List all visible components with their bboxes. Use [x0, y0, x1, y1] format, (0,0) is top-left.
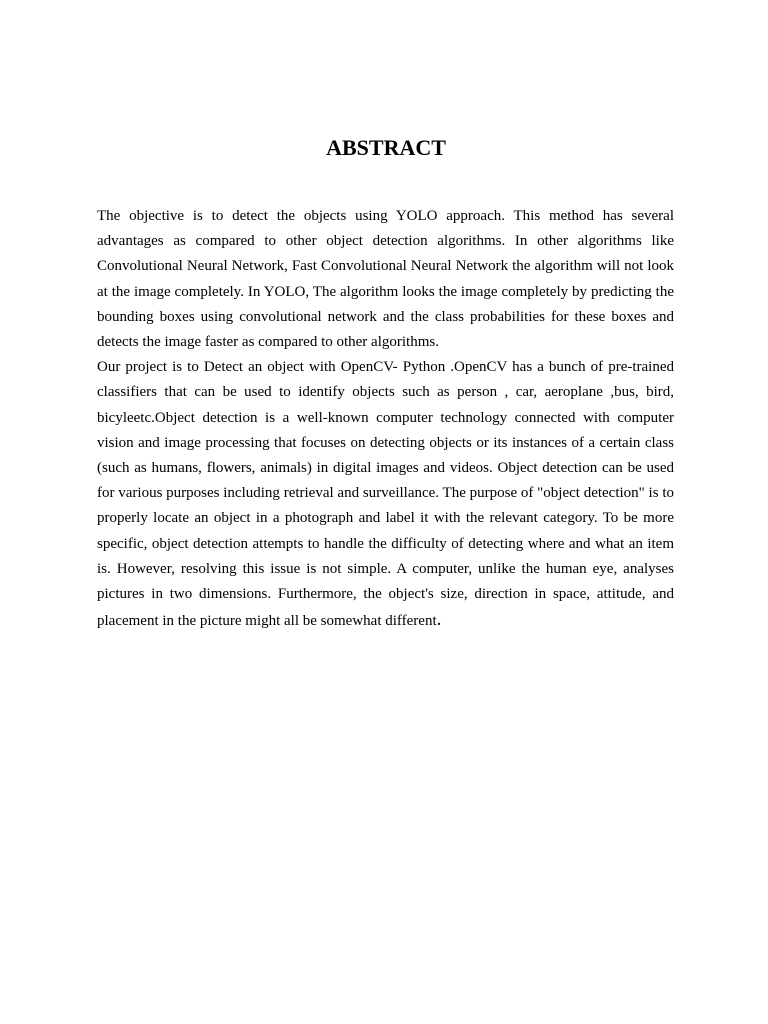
abstract-paragraph-1: The objective is to detect the objects using YOLO approach. This method has several advantages as compared to other object detection algorithms. In other algorithms like Convolutional Neural Network, Fast Convolutional Neural Network the algorithm will not look at the image completely. In YOLO, The algorithm looks the image completely by predicting the bounding boxes using convolutional network and the class probabilities for these boxes and detects the image faster as compared to other algorithms.	[97, 208, 674, 351]
abstract-final-period: .	[436, 609, 442, 631]
abstract-paragraph-2	[97, 355, 674, 634]
page-title: ABSTRACT	[326, 135, 446, 160]
abstract-body	[97, 204, 674, 634]
abstract-paragraph-2-text: Our project is to Detect an object with OpenCV- Python .OpenCV has a bunch of pre-trained classifiers that can be used to identify objects such as person , car, aeroplane ,bus, bird, bicyleetc.Object detection is a well-known computer technology connected with computer vision and image processing that focuses on detecting objects or its instances of a certain class (such as humans, flowers, animals) in digital images and videos. Object detection can be used for various purposes including retrieval and surveillance. The purpose of "object detection" is to properly locate an object in a photograph and label it with the relevant category. To be more specific, object detection attempts to handle the difficulty of detecting where and what an item is. However, resolving this issue is not simple. A computer, unlike the human eye, analyses pictures in two dimensions. Furthermore, the object's size, direction in space, attitude, and placement in the picture might all be somewhat different	[97, 359, 674, 630]
